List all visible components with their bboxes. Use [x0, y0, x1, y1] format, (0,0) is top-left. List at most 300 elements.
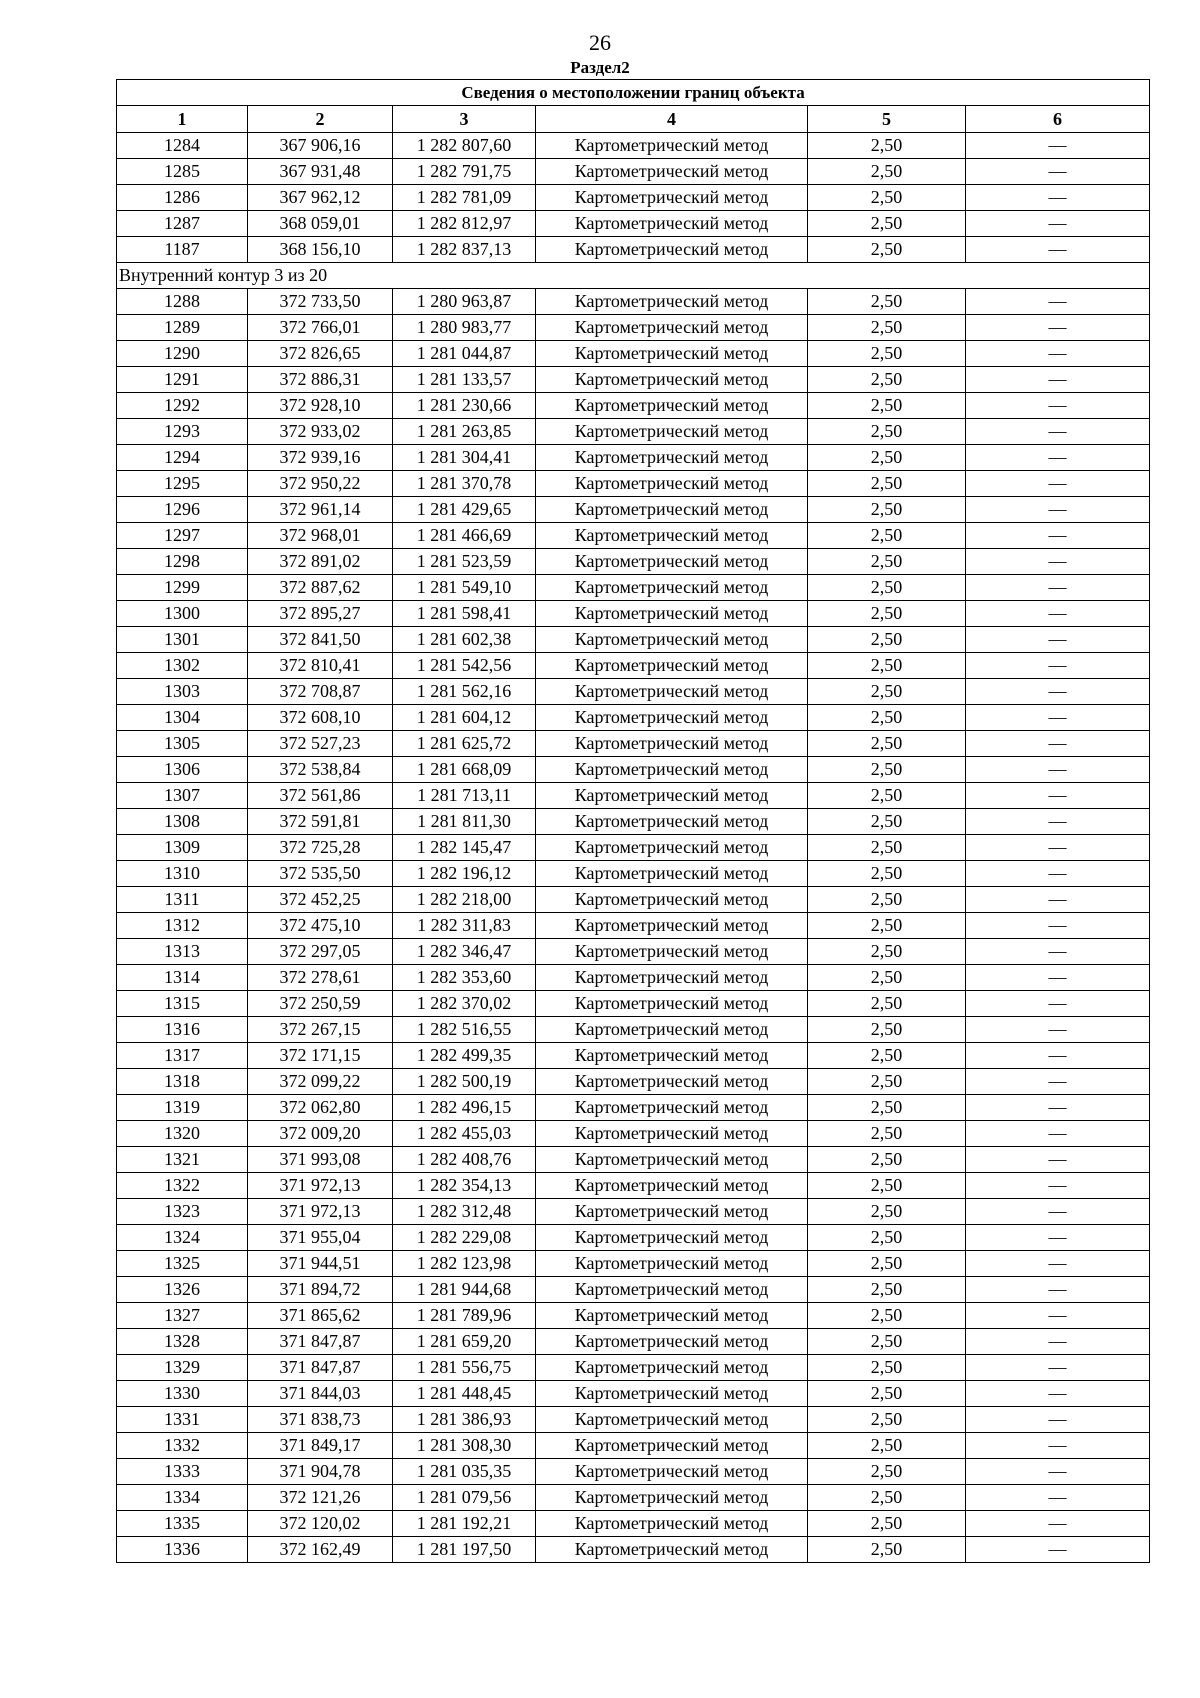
x-coordinate-cell: 371 847,87	[248, 1355, 393, 1381]
point-number-cell: 1332	[117, 1433, 248, 1459]
x-coordinate-cell: 372 009,20	[248, 1121, 393, 1147]
method-cell: Картометрический метод	[536, 887, 808, 913]
accuracy-cell: 2,50	[808, 1277, 966, 1303]
x-coordinate-cell: 368 059,01	[248, 211, 393, 237]
method-cell: Картометрический метод	[536, 367, 808, 393]
description-cell: —	[966, 679, 1150, 705]
y-coordinate-cell: 1 281 659,20	[393, 1329, 536, 1355]
description-cell: —	[966, 757, 1150, 783]
method-cell: Картометрический метод	[536, 627, 808, 653]
method-cell: Картометрический метод	[536, 1121, 808, 1147]
y-coordinate-cell: 1 280 963,87	[393, 289, 536, 315]
table-row	[117, 1303, 1150, 1329]
table-row	[117, 1537, 1150, 1563]
table-row	[117, 705, 1150, 731]
method-cell: Картометрический метод	[536, 1069, 808, 1095]
x-coordinate-cell: 371 849,17	[248, 1433, 393, 1459]
y-coordinate-cell: 1 281 035,35	[393, 1459, 536, 1485]
method-cell: Картометрический метод	[536, 575, 808, 601]
description-cell: —	[966, 1407, 1150, 1433]
y-coordinate-cell: 1 281 304,41	[393, 445, 536, 471]
accuracy-cell: 2,50	[808, 1537, 966, 1563]
point-number-cell: 1294	[117, 445, 248, 471]
point-number-cell: 1296	[117, 497, 248, 523]
method-cell: Картометрический метод	[536, 1043, 808, 1069]
point-number-cell: 1321	[117, 1147, 248, 1173]
table-row	[117, 835, 1150, 861]
description-cell: —	[966, 1459, 1150, 1485]
table-row	[117, 341, 1150, 367]
table-row	[117, 549, 1150, 575]
x-coordinate-cell: 372 725,28	[248, 835, 393, 861]
point-number-cell: 1292	[117, 393, 248, 419]
x-coordinate-cell: 371 894,72	[248, 1277, 393, 1303]
accuracy-cell: 2,50	[808, 393, 966, 419]
table-row	[117, 211, 1150, 237]
y-coordinate-cell: 1 281 668,09	[393, 757, 536, 783]
x-coordinate-cell: 367 962,12	[248, 185, 393, 211]
method-cell: Картометрический метод	[536, 523, 808, 549]
description-cell: —	[966, 289, 1150, 315]
description-cell: —	[966, 835, 1150, 861]
point-number-cell: 1334	[117, 1485, 248, 1511]
table-title: Сведения о местоположении границ объекта	[117, 80, 1150, 106]
column-number-row	[117, 106, 1150, 133]
point-number-cell: 1299	[117, 575, 248, 601]
table-row	[117, 1433, 1150, 1459]
x-coordinate-cell: 372 538,84	[248, 757, 393, 783]
x-coordinate-cell: 371 847,87	[248, 1329, 393, 1355]
point-number-cell: 1288	[117, 289, 248, 315]
accuracy-cell: 2,50	[808, 679, 966, 705]
x-coordinate-cell: 371 838,73	[248, 1407, 393, 1433]
accuracy-cell: 2,50	[808, 1121, 966, 1147]
point-number-cell: 1313	[117, 939, 248, 965]
y-coordinate-cell: 1 282 837,13	[393, 237, 536, 263]
accuracy-cell: 2,50	[808, 549, 966, 575]
column-header-3: 3	[393, 106, 536, 133]
x-coordinate-cell: 372 120,02	[248, 1511, 393, 1537]
y-coordinate-cell: 1 282 791,75	[393, 159, 536, 185]
method-cell: Картометрический метод	[536, 1407, 808, 1433]
accuracy-cell: 2,50	[808, 211, 966, 237]
point-number-cell: 1316	[117, 1017, 248, 1043]
description-cell: —	[966, 419, 1150, 445]
description-cell: —	[966, 1329, 1150, 1355]
method-cell: Картометрический метод	[536, 965, 808, 991]
accuracy-cell: 2,50	[808, 1459, 966, 1485]
table-row	[117, 653, 1150, 679]
accuracy-cell: 2,50	[808, 1329, 966, 1355]
method-cell: Картометрический метод	[536, 679, 808, 705]
point-number-cell: 1293	[117, 419, 248, 445]
x-coordinate-cell: 372 733,50	[248, 289, 393, 315]
description-cell: —	[966, 809, 1150, 835]
accuracy-cell: 2,50	[808, 1303, 966, 1329]
description-cell: —	[966, 601, 1150, 627]
x-coordinate-cell: 371 844,03	[248, 1381, 393, 1407]
y-coordinate-cell: 1 282 123,98	[393, 1251, 536, 1277]
point-number-cell: 1291	[117, 367, 248, 393]
accuracy-cell: 2,50	[808, 1043, 966, 1069]
y-coordinate-cell: 1 281 133,57	[393, 367, 536, 393]
x-coordinate-cell: 372 162,49	[248, 1537, 393, 1563]
accuracy-cell: 2,50	[808, 1095, 966, 1121]
method-cell: Картометрический метод	[536, 497, 808, 523]
point-number-cell: 1319	[117, 1095, 248, 1121]
column-header-5: 5	[808, 106, 966, 133]
method-cell: Картометрический метод	[536, 159, 808, 185]
section-label: Раздел2	[570, 58, 630, 77]
point-number-cell: 1328	[117, 1329, 248, 1355]
y-coordinate-cell: 1 282 353,60	[393, 965, 536, 991]
description-cell: —	[966, 991, 1150, 1017]
point-number-cell: 1305	[117, 731, 248, 757]
table-row	[117, 1511, 1150, 1537]
table-row	[117, 783, 1150, 809]
point-number-cell: 1290	[117, 341, 248, 367]
description-cell: —	[966, 705, 1150, 731]
boundary-coordinates-table	[116, 79, 1150, 1563]
point-number-cell: 1306	[117, 757, 248, 783]
description-cell: —	[966, 341, 1150, 367]
table-row	[117, 1407, 1150, 1433]
x-coordinate-cell: 371 904,78	[248, 1459, 393, 1485]
point-number-cell: 1322	[117, 1173, 248, 1199]
table-row	[117, 575, 1150, 601]
point-number-cell: 1286	[117, 185, 248, 211]
y-coordinate-cell: 1 282 229,08	[393, 1225, 536, 1251]
accuracy-cell: 2,50	[808, 341, 966, 367]
point-number-cell: 1309	[117, 835, 248, 861]
table-row	[117, 1147, 1150, 1173]
table-header	[117, 80, 1150, 133]
x-coordinate-cell: 372 250,59	[248, 991, 393, 1017]
table-row	[117, 1355, 1150, 1381]
method-cell: Картометрический метод	[536, 1225, 808, 1251]
y-coordinate-cell: 1 282 408,76	[393, 1147, 536, 1173]
y-coordinate-cell: 1 281 604,12	[393, 705, 536, 731]
table-row	[117, 497, 1150, 523]
accuracy-cell: 2,50	[808, 653, 966, 679]
method-cell: Картометрический метод	[536, 1017, 808, 1043]
description-cell: —	[966, 1199, 1150, 1225]
point-number-cell: 1323	[117, 1199, 248, 1225]
column-header-1: 1	[117, 106, 248, 133]
point-number-cell: 1329	[117, 1355, 248, 1381]
x-coordinate-cell: 372 121,26	[248, 1485, 393, 1511]
point-number-cell: 1315	[117, 991, 248, 1017]
method-cell: Картометрический метод	[536, 315, 808, 341]
y-coordinate-cell: 1 281 713,11	[393, 783, 536, 809]
description-cell: —	[966, 393, 1150, 419]
x-coordinate-cell: 372 591,81	[248, 809, 393, 835]
description-cell: —	[966, 367, 1150, 393]
y-coordinate-cell: 1 282 354,13	[393, 1173, 536, 1199]
x-coordinate-cell: 371 993,08	[248, 1147, 393, 1173]
y-coordinate-cell: 1 281 370,78	[393, 471, 536, 497]
description-cell: —	[966, 1381, 1150, 1407]
accuracy-cell: 2,50	[808, 965, 966, 991]
table-row	[117, 887, 1150, 913]
method-cell: Картометрический метод	[536, 445, 808, 471]
x-coordinate-cell: 372 968,01	[248, 523, 393, 549]
x-coordinate-cell: 371 955,04	[248, 1225, 393, 1251]
contour-row	[117, 263, 1150, 289]
accuracy-cell: 2,50	[808, 861, 966, 887]
y-coordinate-cell: 1 281 044,87	[393, 341, 536, 367]
table-row	[117, 1381, 1150, 1407]
description-cell: —	[966, 1225, 1150, 1251]
method-cell: Картометрический метод	[536, 1485, 808, 1511]
x-coordinate-cell: 367 931,48	[248, 159, 393, 185]
accuracy-cell: 2,50	[808, 809, 966, 835]
table-row	[117, 861, 1150, 887]
method-cell: Картометрический метод	[536, 757, 808, 783]
x-coordinate-cell: 372 766,01	[248, 315, 393, 341]
description-cell: —	[966, 1277, 1150, 1303]
point-number-cell: 1327	[117, 1303, 248, 1329]
description-cell: —	[966, 939, 1150, 965]
accuracy-cell: 2,50	[808, 1199, 966, 1225]
description-cell: —	[966, 1095, 1150, 1121]
method-cell: Картометрический метод	[536, 1459, 808, 1485]
x-coordinate-cell: 368 156,10	[248, 237, 393, 263]
accuracy-cell: 2,50	[808, 1485, 966, 1511]
y-coordinate-cell: 1 282 500,19	[393, 1069, 536, 1095]
table-row	[117, 185, 1150, 211]
y-coordinate-cell: 1 282 455,03	[393, 1121, 536, 1147]
y-coordinate-cell: 1 282 807,60	[393, 133, 536, 159]
table-row	[117, 991, 1150, 1017]
table-row	[117, 367, 1150, 393]
description-cell: —	[966, 1511, 1150, 1537]
description-cell: —	[966, 133, 1150, 159]
x-coordinate-cell: 371 972,13	[248, 1199, 393, 1225]
point-number-cell: 1335	[117, 1511, 248, 1537]
point-number-cell: 1333	[117, 1459, 248, 1485]
column-header-4: 4	[536, 106, 808, 133]
description-cell: —	[966, 1173, 1150, 1199]
y-coordinate-cell: 1 281 542,56	[393, 653, 536, 679]
accuracy-cell: 2,50	[808, 991, 966, 1017]
x-coordinate-cell: 372 950,22	[248, 471, 393, 497]
x-coordinate-cell: 372 826,65	[248, 341, 393, 367]
x-coordinate-cell: 372 452,25	[248, 887, 393, 913]
y-coordinate-cell: 1 282 499,35	[393, 1043, 536, 1069]
x-coordinate-cell: 372 810,41	[248, 653, 393, 679]
point-number-cell: 1295	[117, 471, 248, 497]
column-header-6: 6	[966, 106, 1150, 133]
method-cell: Картометрический метод	[536, 1251, 808, 1277]
description-cell: —	[966, 523, 1150, 549]
point-number-cell: 1311	[117, 887, 248, 913]
table-row	[117, 601, 1150, 627]
point-number-cell: 1312	[117, 913, 248, 939]
y-coordinate-cell: 1 281 523,59	[393, 549, 536, 575]
table-row	[117, 679, 1150, 705]
y-coordinate-cell: 1 281 192,21	[393, 1511, 536, 1537]
description-cell: —	[966, 783, 1150, 809]
table-row	[117, 445, 1150, 471]
method-cell: Картометрический метод	[536, 835, 808, 861]
description-cell: —	[966, 211, 1150, 237]
point-number-cell: 1300	[117, 601, 248, 627]
method-cell: Картометрический метод	[536, 471, 808, 497]
table-row	[117, 627, 1150, 653]
point-number-cell: 1325	[117, 1251, 248, 1277]
method-cell: Картометрический метод	[536, 1277, 808, 1303]
point-number-cell: 1297	[117, 523, 248, 549]
y-coordinate-cell: 1 281 556,75	[393, 1355, 536, 1381]
table-row	[117, 965, 1150, 991]
method-cell: Картометрический метод	[536, 211, 808, 237]
accuracy-cell: 2,50	[808, 913, 966, 939]
x-coordinate-cell: 367 906,16	[248, 133, 393, 159]
table-row	[117, 1095, 1150, 1121]
accuracy-cell: 2,50	[808, 731, 966, 757]
y-coordinate-cell: 1 282 346,47	[393, 939, 536, 965]
description-cell: —	[966, 471, 1150, 497]
method-cell: Картометрический метод	[536, 289, 808, 315]
method-cell: Картометрический метод	[536, 1511, 808, 1537]
point-number-cell: 1330	[117, 1381, 248, 1407]
y-coordinate-cell: 1 281 386,93	[393, 1407, 536, 1433]
x-coordinate-cell: 372 278,61	[248, 965, 393, 991]
method-cell: Картометрический метод	[536, 549, 808, 575]
point-number-cell: 1303	[117, 679, 248, 705]
description-cell: —	[966, 1017, 1150, 1043]
description-cell: —	[966, 497, 1150, 523]
x-coordinate-cell: 372 527,23	[248, 731, 393, 757]
description-cell: —	[966, 1069, 1150, 1095]
point-number-cell: 1187	[117, 237, 248, 263]
point-number-cell: 1307	[117, 783, 248, 809]
y-coordinate-cell: 1 281 448,45	[393, 1381, 536, 1407]
method-cell: Картометрический метод	[536, 1147, 808, 1173]
method-cell: Картометрический метод	[536, 1433, 808, 1459]
method-cell: Картометрический метод	[536, 991, 808, 1017]
description-cell: —	[966, 1537, 1150, 1563]
table-row	[117, 1329, 1150, 1355]
point-number-cell: 1298	[117, 549, 248, 575]
y-coordinate-cell: 1 281 079,56	[393, 1485, 536, 1511]
method-cell: Картометрический метод	[536, 731, 808, 757]
point-number-cell: 1289	[117, 315, 248, 341]
point-number-cell: 1287	[117, 211, 248, 237]
description-cell: —	[966, 861, 1150, 887]
method-cell: Картометрический метод	[536, 1303, 808, 1329]
table-row	[117, 289, 1150, 315]
description-cell: —	[966, 1121, 1150, 1147]
table-title-row	[117, 80, 1150, 106]
description-cell: —	[966, 1043, 1150, 1069]
table-row	[117, 159, 1150, 185]
table-row	[117, 419, 1150, 445]
accuracy-cell: 2,50	[808, 1251, 966, 1277]
accuracy-cell: 2,50	[808, 1433, 966, 1459]
table-row	[117, 939, 1150, 965]
point-number-cell: 1314	[117, 965, 248, 991]
y-coordinate-cell: 1 281 602,38	[393, 627, 536, 653]
accuracy-cell: 2,50	[808, 757, 966, 783]
y-coordinate-cell: 1 281 811,30	[393, 809, 536, 835]
x-coordinate-cell: 372 939,16	[248, 445, 393, 471]
description-cell: —	[966, 159, 1150, 185]
description-cell: —	[966, 653, 1150, 679]
point-number-cell: 1308	[117, 809, 248, 835]
y-coordinate-cell: 1 282 812,97	[393, 211, 536, 237]
y-coordinate-cell: 1 280 983,77	[393, 315, 536, 341]
accuracy-cell: 2,50	[808, 1069, 966, 1095]
x-coordinate-cell: 371 972,13	[248, 1173, 393, 1199]
table-row	[117, 1225, 1150, 1251]
x-coordinate-cell: 372 895,27	[248, 601, 393, 627]
y-coordinate-cell: 1 281 562,16	[393, 679, 536, 705]
table-row	[117, 1485, 1150, 1511]
y-coordinate-cell: 1 282 312,48	[393, 1199, 536, 1225]
point-number-cell: 1318	[117, 1069, 248, 1095]
y-coordinate-cell: 1 281 466,69	[393, 523, 536, 549]
y-coordinate-cell: 1 282 196,12	[393, 861, 536, 887]
method-cell: Картометрический метод	[536, 1355, 808, 1381]
method-cell: Картометрический метод	[536, 341, 808, 367]
method-cell: Картометрический метод	[536, 1199, 808, 1225]
accuracy-cell: 2,50	[808, 289, 966, 315]
method-cell: Картометрический метод	[536, 809, 808, 835]
x-coordinate-cell: 372 297,05	[248, 939, 393, 965]
y-coordinate-cell: 1 281 197,50	[393, 1537, 536, 1563]
accuracy-cell: 2,50	[808, 575, 966, 601]
accuracy-cell: 2,50	[808, 1147, 966, 1173]
table-body	[117, 133, 1150, 1563]
description-cell: —	[966, 575, 1150, 601]
method-cell: Картометрический метод	[536, 1329, 808, 1355]
y-coordinate-cell: 1 282 145,47	[393, 835, 536, 861]
x-coordinate-cell: 372 535,50	[248, 861, 393, 887]
point-number-cell: 1304	[117, 705, 248, 731]
method-cell: Картометрический метод	[536, 913, 808, 939]
y-coordinate-cell: 1 281 625,72	[393, 731, 536, 757]
method-cell: Картометрический метод	[536, 419, 808, 445]
column-header-2: 2	[248, 106, 393, 133]
accuracy-cell: 2,50	[808, 887, 966, 913]
table-row	[117, 1277, 1150, 1303]
table-row	[117, 315, 1150, 341]
method-cell: Картометрический метод	[536, 237, 808, 263]
table-row	[117, 1069, 1150, 1095]
point-number-cell: 1336	[117, 1537, 248, 1563]
description-cell: —	[966, 913, 1150, 939]
point-number-cell: 1302	[117, 653, 248, 679]
x-coordinate-cell: 372 475,10	[248, 913, 393, 939]
accuracy-cell: 2,50	[808, 1225, 966, 1251]
y-coordinate-cell: 1 282 516,55	[393, 1017, 536, 1043]
y-coordinate-cell: 1 281 944,68	[393, 1277, 536, 1303]
description-cell: —	[966, 887, 1150, 913]
method-cell: Картометрический метод	[536, 133, 808, 159]
table-row	[117, 1043, 1150, 1069]
x-coordinate-cell: 372 933,02	[248, 419, 393, 445]
accuracy-cell: 2,50	[808, 367, 966, 393]
description-cell: —	[966, 1147, 1150, 1173]
x-coordinate-cell: 372 561,86	[248, 783, 393, 809]
description-cell: —	[966, 731, 1150, 757]
accuracy-cell: 2,50	[808, 1017, 966, 1043]
description-cell: —	[966, 1485, 1150, 1511]
accuracy-cell: 2,50	[808, 159, 966, 185]
method-cell: Картометрический метод	[536, 1537, 808, 1563]
